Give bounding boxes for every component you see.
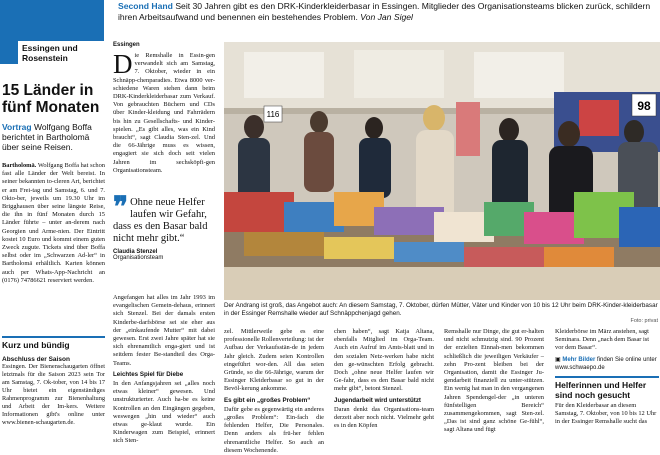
drop-cap: D [113, 49, 133, 79]
left-headline: 15 Länder in fünf Monaten [2, 82, 100, 116]
photo-sign-a: 116 [266, 110, 280, 119]
teaser-text: Seit 30 Jahren gibt es den DRK-Kinderkleiderbasar in Essingen. Mitglieder des Organisationsteams blicken zurück, schildern ihren Arbeitsaufwand und benennen ein bestehendes Problem. [118, 1, 651, 22]
quote-text: Ohne neue Helfer laufen wir Gefahr, dass es den Basar bald nicht mehr gibt.“ [113, 197, 208, 244]
bottom-column-1 [224, 328, 324, 455]
article-continued [113, 294, 215, 446]
left-body-text: Wolfgang Boffa hat schon fast alle Länder der Welt bereist. In seiner bekannten to-cleren Art, berichtet er am Frei-tag und Samstag, 6. und 7. Okto-ber, jeweils um 19.30 Uhr im Brigghausen über seine längste Reise, die ihn in fünf Monaten durch 15 Länder führte – unter an-derem nach Georgien und Arme-nien. Der Eintritt kostet 10 Euro und kommt einem guten Zweck zugute. Tickets sind über Boffa selbst oder im „Schwarzen Ad-ler“ in Bartholomä erhältlich. Karten können auch per Whats-App-Nachricht an (0176) 74786621 reserviert werden. [2, 162, 105, 284]
kurz-und-buendig [2, 336, 105, 427]
kurz-heading: Kurz und bündig [2, 336, 105, 350]
article-intro-text: ie Remshalle in Essin-gen verwandelt sich am Samstag, 7. Oktober, wieder in ein Schnäpp-chenparadies. Etwa 8000 ver-schiedene Waren stehen dann beim DRK-Kinderkleiderbasar zum Verkauf. Von gebrauchten Büchern und CDs über Kinder-kleidung und Fahrrädern bis hin zu Gesellschafts- und Kinder-spielen. „Es gibt alles, was ein Kind braucht“, sagt Claudia Sten-zel. Und die 66-Jährige muss es wissen, engagiert sie sich doch seit vielen Jahren im sechsköpfi-gen Organisationsteam. [113, 52, 215, 174]
left-subline [2, 122, 106, 152]
photo-caption: Der Andrang ist groß, das Angebot auch: An diesem Samstag, 7. Oktober, dürfen Mütter, Väter und Kinder von 10 bis 12 Uhr beim DRK-Kinder-kleiderbasar in der Essinger Remshalle wieder auf Schnäppchenjagd gehen. [224, 302, 658, 317]
camera-icon: ▣ [555, 356, 561, 363]
col1-para-2: Dafür gebe es gegenwärtig ein anderes „großes Problem“: Ein-fach die fehlenden Helfer, Die Personales. Denn anders als frü-her fehlen ehrenamtliche Helfer. So auch an diesem Wochenende. [224, 405, 324, 454]
article-teaser [118, 1, 658, 23]
col3-para: Remshalle nur Dinge, die gut er-halten und nicht schmutzig sind. 90 Prozent der erzielten Einnah-men bekommen schließlich die jeweiligen Verkäufer – zehn Pro-zent bleiben bei der Organisation, damit die Essinger Ju-gendarbeit finanziell zu unter-stützen. Ein wenig hat man in den vergangenen Jahren Spendengel-der „in unteren fünfstelligen Bereich“ zusammengekommen, sagt Sten-zel. „Das ist sind ganz schöne Ge-fühl“, sagt Altana und fügt [444, 328, 544, 434]
bottom-column-3 [444, 328, 544, 435]
more-label: Mehr Bilder [562, 356, 596, 363]
clothing-table [224, 192, 660, 300]
right-column [555, 328, 659, 427]
left-column [0, 0, 108, 440]
col1-para: zel. Mittlerweile gebe es eine professionelle Rollenverteilung: ist der Aufbau der Verkaufsstän-de in jedem Jahr gleich. Zudem seien Kontrollen eingeführt wor-den. All das seien Gründe, so die 66-Jährige, warum der Essinger Kleiderbasar so gut in der Bevöl-kerung ankomme. [224, 328, 324, 393]
section-tag [0, 0, 104, 64]
quote-role: Organisationsteam [113, 255, 164, 261]
col2-para-2: Daran denkt das Organisations-team derzeit aber noch nicht. Vielmehr geht es in den Köpfen [334, 405, 434, 430]
photo-sign-b: 98 [637, 99, 651, 113]
right-para-2: Für den Kleiderbasar an diesem Samstag, 7. Oktober, von 10 bis 12 Uhr in der Essinger Remshalle sucht das [555, 402, 657, 426]
col1-subhead: Es gibt ein „großes Problem“ [224, 396, 311, 404]
kurz-text: Essingen. Der Bienenschaugarten öffnet letztmals für die Saison 2023 sein Tor am Samstag, 7. Ok-tober, von 14 bis 17 Uhr bietet ein eigenständiges Rahmenprogramm zur Bienenhaltung und Arbeit der Im-kers. Weitere Informationen gibt's online unter www.bienen-schaugarten.de. [2, 363, 105, 426]
kurz-subhead: Abschluss der Saison [2, 356, 70, 363]
left-sub-kicker: Vortrag [2, 122, 32, 132]
article-column [113, 42, 215, 445]
article-subhead-1: Leichtes Spiel für Diebe [113, 370, 184, 378]
photo-credit: Foto: privat [630, 318, 658, 324]
right-heading: Helferinnen und Helfer sind noch gesucht [555, 376, 659, 400]
teaser-kicker: Second Hand [118, 1, 173, 11]
quote-name: Claudia Stenzel [113, 249, 158, 255]
left-sub-text: Wolfgang Boffa berichtet in Bartholomä über seine Reisen. [2, 122, 92, 152]
teaser-author: Von Jan Sigel [360, 12, 413, 22]
bottom-column-2 [334, 328, 434, 430]
more-pictures-link[interactable] [555, 356, 659, 372]
article-para-2: In den Anfangsjahren sei „alles noch etwas kleiner“ gewesen. Und unstrukturierter. Auch ha-be es keine Kontrollen an den Eingängen gegeben, weswegen „hin und wieder“ auch etwas ge-klaut wurde. Ein Kinderwagen zum Beispiel, erinnert sich Sten- [113, 380, 215, 445]
article-intro [113, 49, 215, 175]
section-name: Essingen und Rosenstein [18, 41, 106, 64]
col2-para: chen haben“, sagt Katja Altana, ebenfalls Mitglied im Orga-Team. Auch ein Aufruf im Amts-blatt und in den sozialen Netz-werken habe nicht den ge-wünschten Erfolg gebracht. Doch „ohne neue Helfer laufen wir Ge-fahr, dass es den Basar bald nicht mehr gibt“, betont Stenzel. [334, 328, 434, 393]
col2-subhead: Jugendarbeit wird unterstützt [334, 396, 421, 404]
right-para: Kleiderbörse im März anstehen, sagt Seminara. Denn „nach dem Basar ist vor dem Basar“. [555, 328, 650, 352]
basar-photo-illustration [224, 42, 660, 300]
article-para-1: Angefangen hat alles im Jahr 1993 im evangelischen Gemein-dehaus, erinnert sich Stenzel. Bei der damals ersten Kinderbe-darfsbörse sei sie eher aus der „einkaufende Mutter“ mit dabei gewesen. Erst zwei Jahre später hat sie sich ehrenamtlich enga-giert und ist seitdem fester Be-standteil des Orga-Teams. [113, 294, 215, 367]
quote-mark-icon: ❞ [113, 192, 129, 223]
pull-quote [113, 192, 215, 261]
left-body [2, 162, 105, 285]
basar-photo [224, 42, 660, 300]
more-text: finden Sie online unter www.schwaepo.de [555, 356, 657, 371]
left-body-lead: Bartholomä. [2, 162, 37, 169]
article-place: Essingen [113, 42, 140, 48]
